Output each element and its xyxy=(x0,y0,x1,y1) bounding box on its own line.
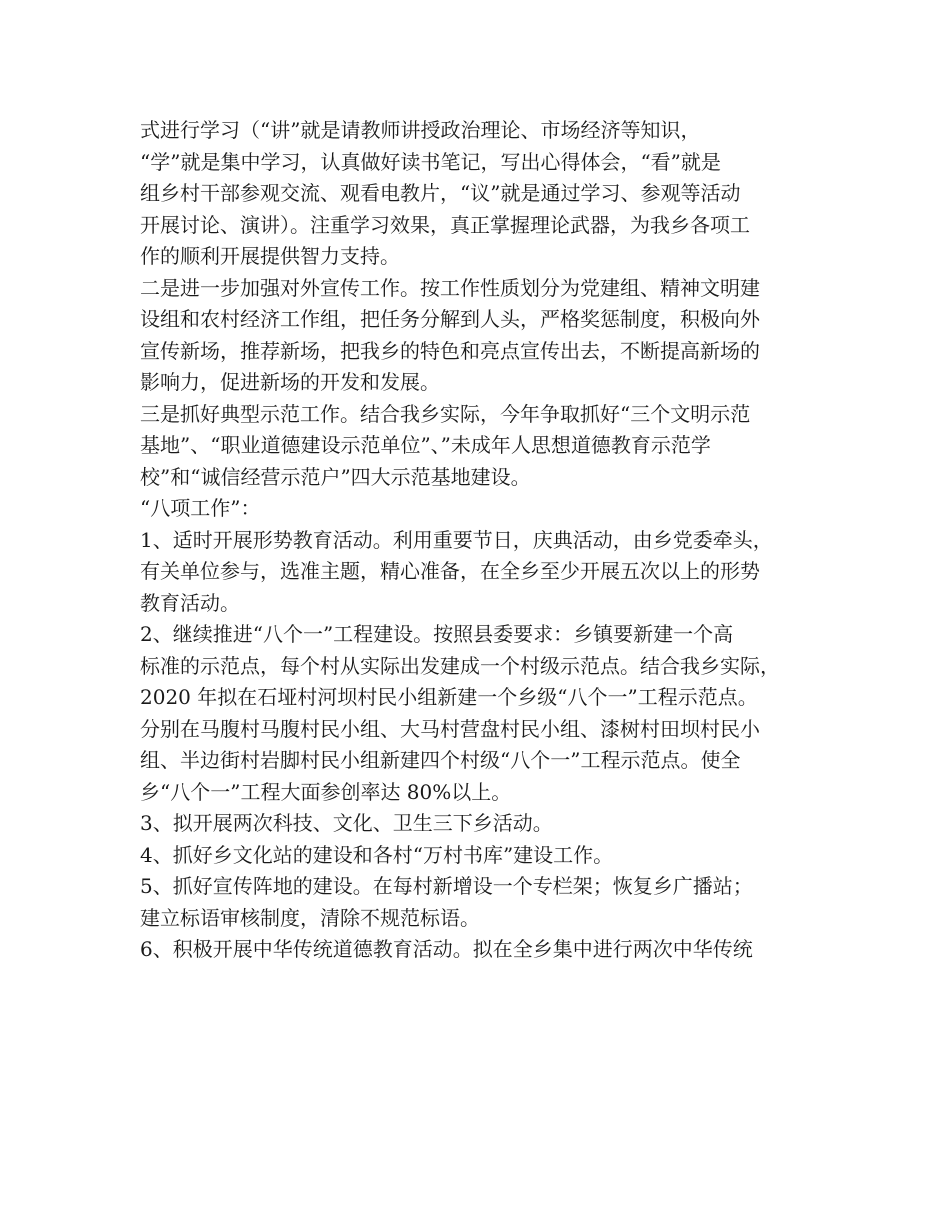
text-line: 建立标语审核制度，清除不规范标语。 xyxy=(140,905,480,930)
text-line: 2020 年拟在石垭村河坝村民小组新建一个乡级“八个一”工程示范点。 xyxy=(140,685,758,709)
text-line: 设组和农村经济工作组，把任务分解到人头，严格奖惩制度，积极向外 xyxy=(140,307,760,331)
text-line: 6、积极开展中华传统道德教育活动。拟在全乡集中进行两次中华传统 xyxy=(140,937,753,961)
text-line: 影响力，促进新场的开发和发展。 xyxy=(140,370,440,394)
text-line: “八项工作”： xyxy=(140,496,261,520)
text-line: 教育活动。 xyxy=(140,590,240,615)
text-line: 作的顺利开展提供智力支持。 xyxy=(140,244,400,268)
text-line: 有关单位参与，选准主题，精心准备，在全乡至少开展五次以上的形势 xyxy=(140,559,760,583)
text-line: 3、拟开展两次科技、文化、卫生三下乡活动。 xyxy=(140,811,553,835)
text-line: 4、抓好乡文化站的建设和各村“万村书库”建设工作。 xyxy=(140,842,614,867)
text-line: 分别在马腹村马腹村民小组、大马村营盘村民小组、漆树村田坝村民小 xyxy=(140,716,760,741)
text-line: 开展讨论、演讲）。注重学习效果，真正掌握理论武器，为我乡各项工 xyxy=(140,212,750,237)
text-line: 二是进一步加强对外宣传工作。按工作性质划分为党建组、精神文明建 xyxy=(140,275,760,300)
text-line: 校”和“诚信经营示范户”四大示范基地建设。 xyxy=(140,464,531,489)
text-line: 5、抓好宣传阵地的建设。在每村新增设一个专栏架；恢复乡广播站； xyxy=(140,874,753,898)
text-line: 宣传新场，推荐新场，把我乡的特色和亮点宣传出去，不断提高新场的 xyxy=(140,338,760,363)
text-line: 三是抓好典型示范工作。结合我乡实际，今年争取抓好“三个文明示范 xyxy=(140,401,751,426)
text-line: 式进行学习（“讲”就是请教师讲授政治理论、市场经济等知识， xyxy=(140,118,701,142)
text-line: 基地”、“职业道德建设示范单位”、”未成年人思想道德教育示范学 xyxy=(140,433,711,457)
text-line: 标准的示范点，每个村从实际出发建成一个村级示范点。结合我乡实际， xyxy=(140,653,780,678)
text-line: “学”就是集中学习，认真做好读书笔记，写出心得体会，“看”就是 xyxy=(140,149,721,174)
text-line: 组、半边街村岩脚村民小组新建四个村级“八个一”工程示范点。使全 xyxy=(140,748,741,772)
text-line: 组乡村干部参观交流、观看电教片，“议”就是通过学习、参观等活动 xyxy=(140,181,741,205)
document-body xyxy=(140,115,820,966)
text-line: 1、适时开展形势教育活动。利用重要节日，庆典活动，由乡党委牵头， xyxy=(140,527,773,552)
text-line: 2、继续推进“八个一”工程建设。按照县委要求：乡镇要新建一个高 xyxy=(140,622,734,646)
text-line: 乡“八个一”工程大面参创率达 80%以上。 xyxy=(140,779,512,804)
